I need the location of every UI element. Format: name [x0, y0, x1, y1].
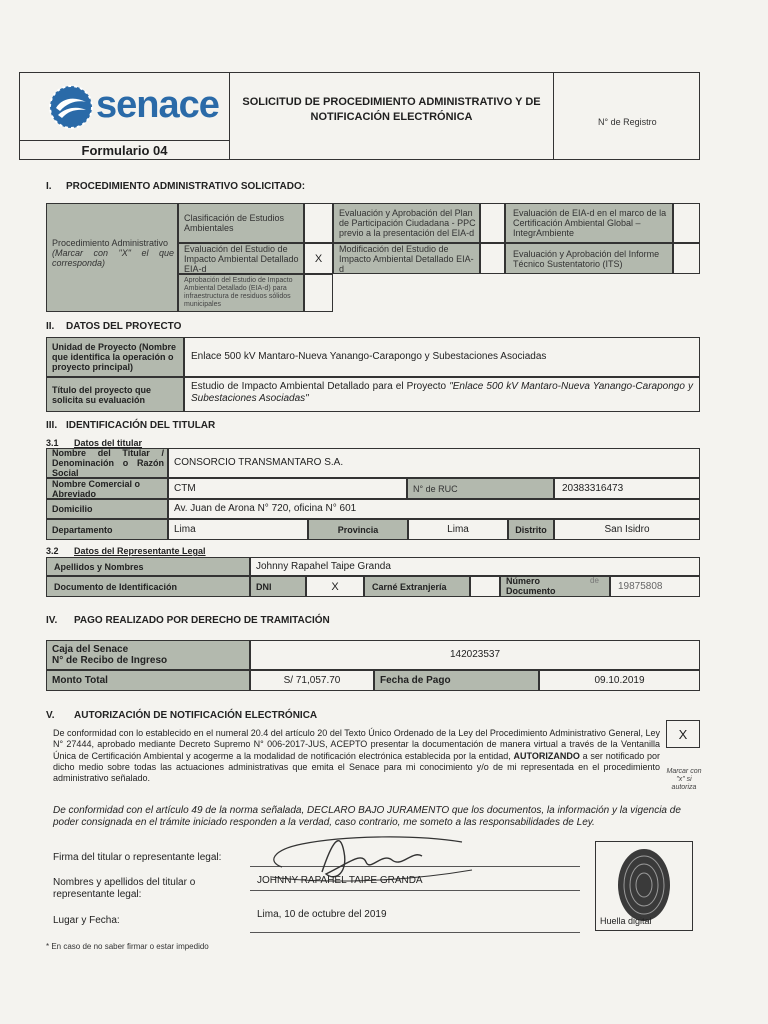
caja-value: 142023537: [449, 649, 501, 660]
comercial-label: Nombre Comercial o Abreviado: [52, 478, 141, 499]
autorizacion-check[interactable]: X: [666, 720, 700, 748]
unidad-label: Unidad de Proyecto (Nombre que identifica la operación o proyecto principal): [52, 342, 177, 372]
caja-label: [52, 644, 242, 666]
titulo-value: [191, 381, 693, 405]
form-title-line1: SOLICITUD DE PROCEDIMIENTO ADMINISTRATIVO Y DE: [242, 96, 541, 108]
dni-check[interactable]: X: [306, 576, 364, 597]
comercial-value: CTM: [174, 482, 196, 494]
sub31-number: 3.1: [46, 438, 59, 448]
opt-ppc-label: Evaluación y Aprobación del Plan de Participación Ciudadana - PPC previo a la presentación del EIA-d: [339, 208, 476, 238]
header-title-divider: [553, 72, 554, 160]
departamento-label: Departamento: [52, 524, 113, 535]
titulo-value-a: Estudio de Impacto Ambiental Detallado para el Proyecto: [191, 381, 450, 392]
autorizacion-part1: De conformidad con lo establecido en el numeral 20.4 del artículo 20 del Texto Único Ordenado de la Ley del Procedimiento Administrativo General, Ley N° 27444, aprobado mediante Decreto Supremo N° 006-2017-JUS, ACEPTO presentar la documentación de manera virtual a través de la Ventanilla Única de Certificación Ambiental y acogerme a la modalidad de notificación electrónica establecida por la entidad,: [53, 728, 660, 761]
autorizacion-bold: AUTORIZANDO: [513, 750, 580, 761]
lugar-label: Lugar y Fecha:: [53, 915, 120, 926]
opt-evaluacion-label: Evaluación del Estudio de Impacto Ambiental Detallado EIA-d: [184, 243, 299, 274]
senace-logo-icon: [48, 84, 94, 130]
section3-number: III.: [46, 420, 58, 431]
opt-its-label: Evaluación y Aprobación del Informe Técnico Sustentatorio (ITS): [513, 248, 660, 269]
opt-modificacion-check[interactable]: [480, 243, 505, 274]
footnote: * En caso de no saber firmar o estar impedido: [46, 942, 209, 951]
opt-clasificacion-label: Clasificación de Estudios Ambientales: [184, 213, 285, 233]
section4-heading: PAGO REALIZADO POR DERECHO DE TRAMITACIÓN: [74, 615, 330, 626]
titulo-label: Título del proyecto que solicita su evaluación: [52, 384, 152, 405]
senace-logo-text: senace: [96, 84, 219, 126]
registro-label: N° de Registro: [598, 117, 657, 127]
huella-label: Huella digital: [600, 916, 652, 926]
senace-logo: [48, 82, 228, 132]
monto-label: Monto Total: [52, 674, 108, 686]
lugar-line: [250, 932, 580, 933]
section3-heading: IDENTIFICACIÓN DEL TITULAR: [66, 420, 216, 431]
nombre-label: Nombre del Titular / Denominación o Razón Social: [52, 448, 164, 478]
opt-clasificacion-check[interactable]: [304, 203, 333, 243]
ruc-label: N° de RUC: [413, 483, 458, 494]
numero-label: Número Documento: [506, 576, 556, 596]
departamento-value: Lima: [174, 523, 196, 535]
form-title-line2: NOTIFICACIÓN ELECTRÓNICA: [310, 111, 473, 123]
numero-de: de: [590, 576, 599, 585]
opt-aprobacion-label: Aprobación del Estudio de Impacto Ambiental Detallado (EIA-d) para infraestructura de residuos sólidos municipales: [184, 277, 293, 308]
section4-number: IV.: [46, 615, 58, 626]
section1-heading: PROCEDIMIENTO ADMINISTRATIVO SOLICITADO:: [66, 181, 306, 192]
section5-heading: AUTORIZACIÓN DE NOTIFICACIÓN ELECTRÓNICA: [74, 710, 318, 721]
opt-integrambiente-label: Evaluación de EIA-d en el marco de la Certificación Ambiental Global – IntegrAmbiente: [513, 208, 667, 238]
marcar-note: Marcar con "x" si autoriza: [666, 768, 702, 791]
caja-label-1: Caja del Senace: [52, 644, 129, 655]
documento-label: Documento de Identificación: [54, 581, 178, 592]
caja-label-2: N° de Recibo de Ingreso: [52, 655, 168, 666]
autorizacion-paragraph: [53, 728, 660, 784]
section2-heading: DATOS DEL PROYECTO: [66, 321, 182, 332]
apellidos-label: Apellidos y Nombres: [54, 561, 144, 572]
domicilio-label: Domicilio: [52, 504, 93, 514]
section2-number: II.: [46, 321, 55, 332]
sub32-number: 3.2: [46, 546, 59, 556]
form-title: [230, 95, 553, 125]
procedimiento-label: Procedimiento Administrativo: [52, 238, 169, 248]
opt-aprobacion-check[interactable]: [304, 274, 333, 312]
opt-evaluacion-check[interactable]: X: [304, 243, 333, 274]
procedimiento-left-text: [52, 238, 174, 268]
opt-ppc-check[interactable]: [480, 203, 505, 243]
nombres-label: Nombres y apellidos del titular o representante legal:: [53, 877, 196, 900]
autorizacion-part2: a ser notificado por dicho medio sobre todas las actuaciones administrativas que emita el Senace para mi conocimiento y/o de mi representada en el procedimiento administrativo señalado.: [53, 750, 661, 784]
opt-integrambiente-check[interactable]: [673, 203, 700, 243]
numero-value: 19875808: [618, 580, 663, 592]
section5-number: V.: [46, 710, 55, 721]
provincia-value: Lima: [447, 523, 469, 535]
dni-label: DNI: [256, 581, 272, 592]
distrito-label: Distrito: [515, 524, 547, 535]
opt-its-check[interactable]: [673, 243, 700, 274]
section1-number: I.: [46, 181, 52, 192]
ruc-value: 20383316473: [562, 482, 624, 494]
firma-label: Firma del titular o representante legal:: [53, 852, 222, 863]
apellidos-value: Johnny Rapahel Taipe Granda: [256, 560, 391, 572]
titulo-value-b: "Enlace 500 kV Mantaro-Nueva Yanango-Carapongo y Subestaciones Asociadas": [191, 381, 693, 404]
provincia-label: Provincia: [337, 524, 379, 535]
domicilio-value: Av. Juan de Arona N° 720, oficina N° 601: [174, 503, 357, 514]
fecha-label: Fecha de Pago: [380, 674, 451, 686]
declaration-text: De conformidad con el artículo 49 de la norma señalada, DECLARO BAJO JURAMENTO que los documentos, la información y la vigencia de poder consignada en el trámite iniciado responden a la verdad, caso contrario, me someto a las responsabilidades de Ley.: [53, 805, 681, 828]
carne-check[interactable]: [470, 576, 500, 597]
distrito-value: San Isidro: [604, 523, 650, 535]
sub31-heading: Datos del titular: [74, 438, 143, 448]
form-number: Formulario 04: [81, 143, 168, 158]
carne-label: Carné Extranjería: [372, 581, 447, 592]
monto-value: S/ 71,057.70: [283, 674, 341, 686]
nombre-value: CONSORCIO TRANSMANTARO S.A.: [174, 457, 344, 468]
procedimiento-note: (Marcar con "X" el que corresponda): [52, 248, 174, 268]
fingerprint-icon: [614, 845, 674, 925]
opt-modificacion-label: Modificación del Estudio de Impacto Ambiental Detallado EIA-d: [339, 243, 474, 274]
sub32-heading: Datos del Representante Legal: [74, 546, 206, 556]
nombres-value: JOHNNY RAPAHEL TAIPE GRANDA: [257, 875, 423, 886]
unidad-value: Enlace 500 kV Mantaro-Nueva Yanango-Carapongo y Subestaciones Asociadas: [191, 351, 547, 362]
lugar-value: Lima, 10 de octubre del 2019: [257, 909, 387, 920]
nombres-line: [250, 890, 580, 891]
fecha-value: 09.10.2019: [594, 674, 645, 686]
